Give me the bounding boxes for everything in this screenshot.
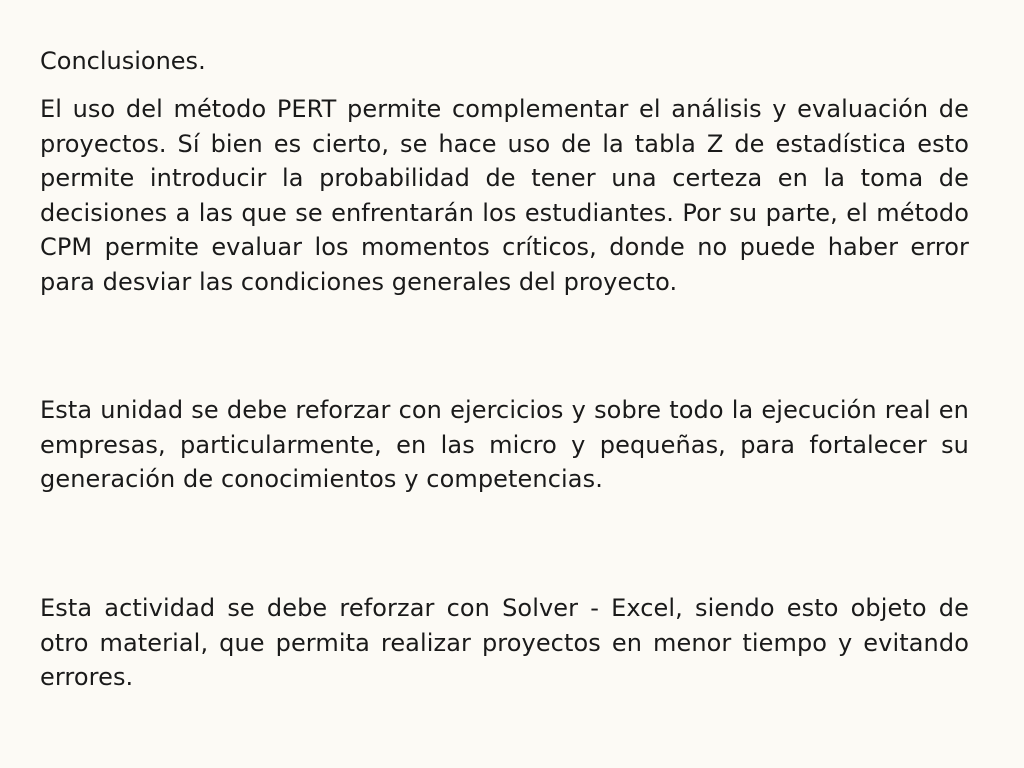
paragraph-solver-excel: Esta actividad se debe reforzar con Solver - Excel, siendo esto objeto de otro material, que permita realizar proyectos en menor tiempo y evitando errores.: [40, 594, 969, 691]
paragraph-pert-cpm: El uso del método PERT permite complementar el análisis y evaluación de proyectos. Sí bien es cierto, se hace uso de la tabla Z de estadística esto permite introducir la probabilidad de tener una certeza en la toma de decisiones a las que se enfrentarán los estudiantes. Por su parte, el método CPM permite evaluar los momentos críticos, donde no puede haber error para desviar las condiciones generales del proyecto.: [40, 95, 969, 296]
slide-title: Conclusiones.: [40, 47, 206, 75]
paragraph-reforzar-unidad: Esta unidad se debe reforzar con ejercicios y sobre todo la ejecución real en empresas, particularmente, en las micro y pequeñas, para fortalecer su generación de conocimientos y competencias.: [40, 396, 969, 493]
